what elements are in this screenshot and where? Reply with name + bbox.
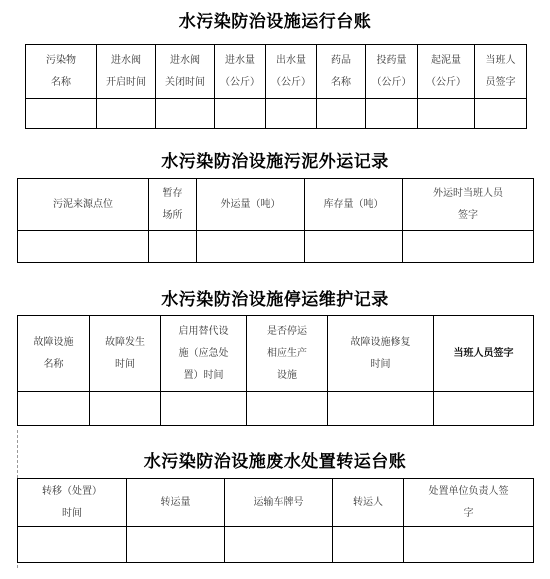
table-cell[interactable]	[18, 231, 149, 263]
header-transfer-volume: 转运量	[127, 479, 225, 527]
table-cell[interactable]	[18, 392, 90, 426]
operation-ledger-table	[25, 44, 527, 129]
table-cell[interactable]	[475, 99, 527, 129]
table-cell[interactable]	[333, 527, 404, 563]
table-cell[interactable]	[434, 392, 534, 426]
header-outflow-volume: 出水量 （公斤）	[266, 45, 317, 99]
header-dosage: 投药量 （公斤）	[366, 45, 418, 99]
table-cell[interactable]	[156, 99, 215, 129]
table-cell[interactable]	[161, 392, 247, 426]
table-cell[interactable]	[149, 231, 197, 263]
table-header-row	[18, 316, 534, 392]
table-cell[interactable]	[225, 527, 333, 563]
maintenance-record-table	[17, 315, 534, 426]
table-cell[interactable]	[247, 392, 328, 426]
table-cell[interactable]	[418, 99, 475, 129]
ledger-title-maintenance: 水污染防治设施停运维护记录	[161, 290, 389, 310]
ledger-title-sludge: 水污染防治设施污泥外运记录	[161, 152, 389, 172]
table-cell[interactable]	[266, 99, 317, 129]
table-cell[interactable]	[305, 231, 403, 263]
header-production-stop: 是否停运 相应生产 设施	[247, 316, 328, 392]
header-operator-signature: 当班人 员签字	[475, 45, 527, 99]
table-header-row	[26, 45, 527, 99]
header-temp-storage: 暂存 场所	[149, 179, 197, 231]
header-fault-time: 故障发生 时间	[90, 316, 161, 392]
header-faulty-facility: 故障设施 名称	[18, 316, 90, 392]
ledger-title-wastewater: 水污染防治设施废水处置转运台账	[143, 452, 407, 472]
header-disposal-signature: 处置单位负责人签 字	[404, 479, 534, 527]
header-pollutant-name: 污染物 名称	[26, 45, 97, 99]
header-transfer-time: 转移（处置） 时间	[18, 479, 127, 527]
table-cell[interactable]	[403, 231, 534, 263]
table-cell[interactable]	[317, 99, 366, 129]
header-inlet-open-time: 进水阀 开启时间	[97, 45, 156, 99]
table-cell[interactable]	[215, 99, 266, 129]
header-operator-signature: 当班人员签字	[434, 316, 534, 392]
table-cell[interactable]	[366, 99, 418, 129]
header-repair-time: 故障设施修复 时间	[328, 316, 434, 392]
table-row	[26, 99, 527, 129]
table-cell[interactable]	[18, 527, 127, 563]
header-stock-volume: 库存量（吨）	[305, 179, 403, 231]
table-cell[interactable]	[127, 527, 225, 563]
header-vehicle-plate: 运输车牌号	[225, 479, 333, 527]
table-row	[18, 392, 534, 426]
header-backup-time: 启用替代设 施（应急处 置）时间	[161, 316, 247, 392]
table-cell[interactable]	[97, 99, 156, 129]
table-header-row	[18, 179, 534, 231]
header-transport-signature: 外运时当班人员 签字	[403, 179, 534, 231]
table-header-row	[18, 479, 534, 527]
table-cell[interactable]	[404, 527, 534, 563]
header-sludge-source: 污泥来源点位	[18, 179, 149, 231]
table-cell[interactable]	[26, 99, 97, 129]
table-row	[18, 231, 534, 263]
header-chemical-name: 药品 名称	[317, 45, 366, 99]
table-row	[18, 527, 534, 563]
header-sludge-volume: 起泥量 （公斤）	[418, 45, 475, 99]
ledger-title-operation: 水污染防治设施运行台账	[178, 12, 372, 32]
table-cell[interactable]	[90, 392, 161, 426]
wastewater-transfer-table	[17, 478, 534, 563]
header-inflow-volume: 进水量 （公斤）	[215, 45, 266, 99]
sludge-transport-table	[17, 178, 534, 263]
header-inlet-close-time: 进水阀 关闭时间	[156, 45, 215, 99]
header-transporter: 转运人	[333, 479, 404, 527]
table-cell[interactable]	[197, 231, 305, 263]
table-cell[interactable]	[328, 392, 434, 426]
header-transport-volume: 外运量（吨）	[197, 179, 305, 231]
